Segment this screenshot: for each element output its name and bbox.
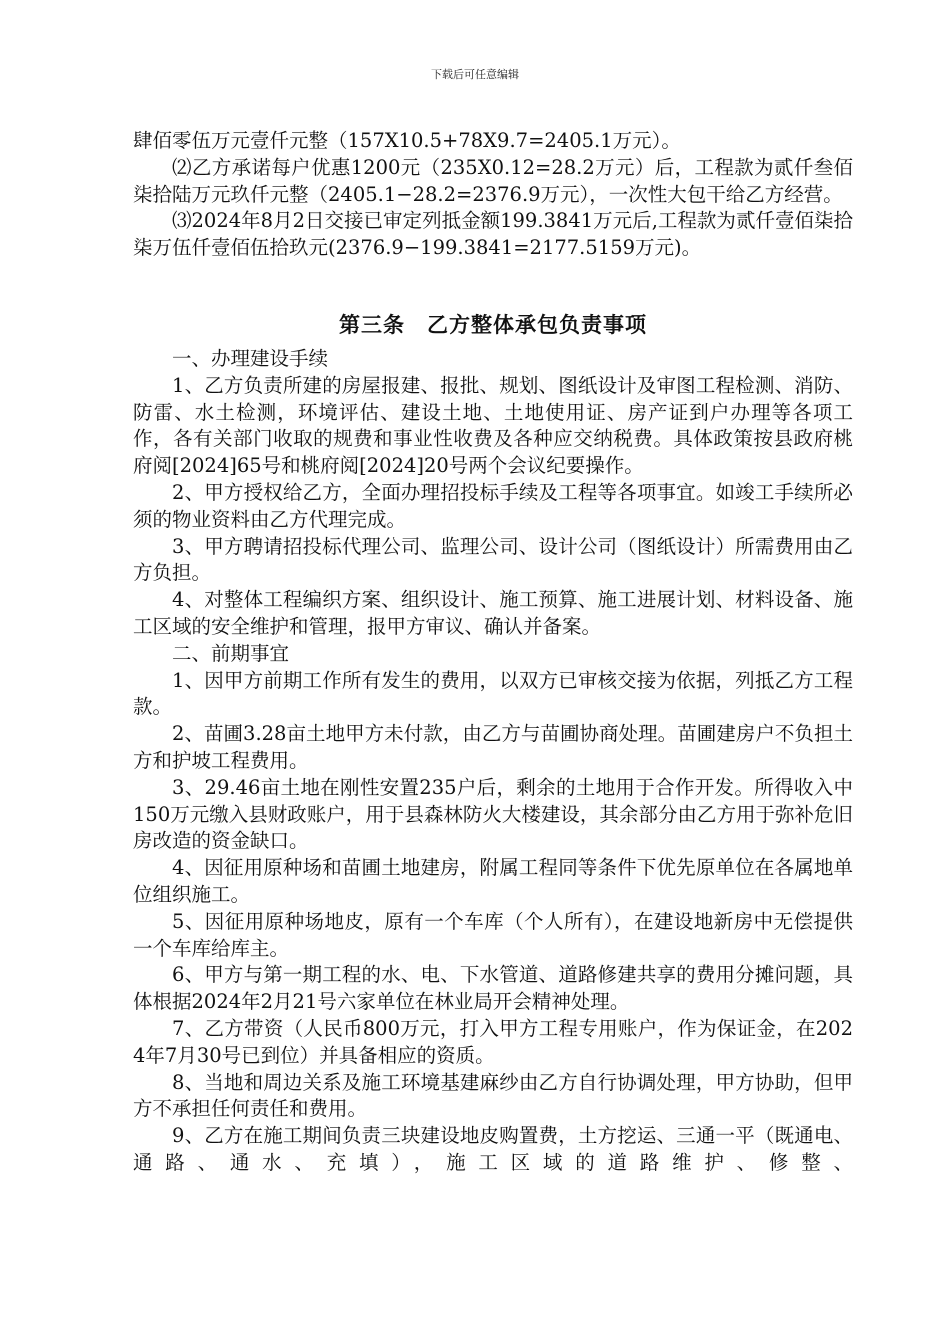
paragraph-item: 6、甲方与第一期工程的水、电、下水管道、道路修建共享的费用分摊问题，具体根据2024年2月21号六家单位在林业局开会精神处理。 — [133, 963, 853, 1014]
heading-preliminary-matters: 二、前期事宜 — [172, 641, 290, 665]
section-title: 第三条 乙方整体承包负责事项 — [339, 312, 647, 337]
document-body — [133, 128, 853, 1177]
paragraph-item: 8、当地和周边关系及施工环境基建麻纱由乙方自行协调处理，甲方协助，但甲方不承担任何责任和费用。 — [133, 1070, 853, 1121]
paragraph-item: 1、因甲方前期工作所有发生的费用，以双方已审核交接为依据，列抵乙方工程款。 — [133, 668, 853, 719]
paragraph-item: 4、因征用原种场和苗圃土地建房，附属工程同等条件下优先原单位在各属地单位组织施工。 — [133, 856, 853, 906]
paragraph-item: 5、因征用原种场地皮，原有一个车库（个人所有），在建设地新房中无偿提供一个车库给库主。 — [133, 909, 853, 960]
page-header: 下载后可任意编辑 — [431, 68, 519, 81]
paragraph-item: 9、乙方在施工期间负责三块建设地皮购置费，土方挖运、三通一平（既通电、通路、通水、充填），施工区域的道路维护、修整、 — [133, 1124, 853, 1174]
paragraph-item: 3、甲方聘请招投标代理公司、监理公司、设计公司（图纸设计）所需费用由乙方负担。 — [133, 534, 853, 585]
paragraph-discount: ⑵乙方承诺每户优惠1200元（235X0.12=28.2万元）后，工程款为贰仟叁佰柒拾陆万元玖仟元整（2405.1−28.2=2376.9万元），一次性大包干给乙方经营。 — [133, 155, 853, 206]
paragraph-offset: ⑶2024年8月2日交接已审定列抵金额199.3841万元后,工程款为贰仟壹佰柒拾柒万伍仟壹佰伍拾玖元(2376.9−199.3841=2177.5159万元)。 — [133, 209, 853, 260]
heading-construction-procedures: 一、办理建设手续 — [172, 346, 329, 370]
paragraph-item: 4、对整体工程编织方案、组织设计、施工预算、施工进展计划、材料设备、施工区域的安全维护和管理，报甲方审议、确认并备案。 — [133, 588, 853, 638]
paragraph-item: 7、乙方带资（人民币800万元，打入甲方工程专用账户，作为保证金，在2024年7月30号已到位）并具备相应的资质。 — [133, 1016, 853, 1067]
paragraph-item: 1、乙方负责所建的房屋报建、报批、规划、图纸设计及审图工程检测、消防、防雷、水土检测，环境评估、建设土地、土地使用证、房产证到户办理等各项工作，各有关部门收取的规费和事业性收费及各种应交纳税费。具体政策按县政府桃府阅[2024]65号和桃府阅[2024]20号两个会议纪要操作。 — [133, 373, 853, 478]
paragraph-continuation: 肆佰零伍万元壹仟元整（157X10.5+78X9.7=2405.1万元）。 — [133, 129, 681, 152]
paragraph-item: 2、苗圃3.28亩土地甲方未付款，由乙方与苗圃协商处理。苗圃建房户不负担土方和护坡工程费用。 — [133, 722, 853, 772]
paragraph-item: 3、29.46亩土地在刚性安置235户后，剩余的土地用于合作开发。所得收入中150万元缴入县财政账户，用于县森林防火大楼建设，其余部分由乙方用于弥补危旧房改造的资金缺口。 — [133, 775, 853, 853]
paragraph-item: 2、甲方授权给乙方，全面办理招投标手续及工程等各项事宜。如竣工手续所必须的物业资料由乙方代理完成。 — [133, 480, 853, 531]
